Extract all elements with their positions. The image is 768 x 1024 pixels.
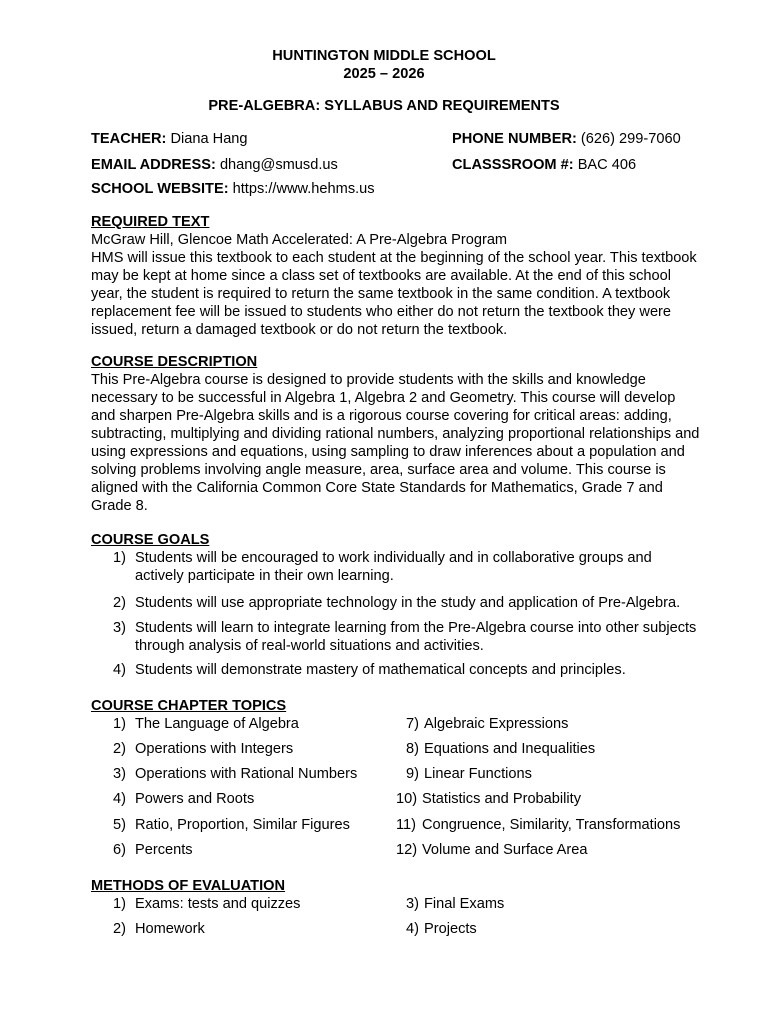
classroom-label: CLASSSROOM #: <box>452 157 574 173</box>
topic-text: The Language of Algebra <box>135 716 299 732</box>
topic-number: 8) <box>406 741 419 757</box>
topic-text: Powers and Roots <box>135 791 255 807</box>
evaluation-text: Homework <box>135 921 205 937</box>
evaluation-text: Projects <box>424 921 477 937</box>
topic-text: Ratio, Proportion, Similar Figures <box>135 817 350 833</box>
course-description-line: This Pre-Algebra course is designed to provide students with the skills and knowledge <box>91 372 646 388</box>
chapter-topics-heading: COURSE CHAPTER TOPICS <box>91 698 287 714</box>
required-text-body <box>91 231 731 339</box>
topic-number: 1) <box>113 716 126 732</box>
website-value: https://www.hehms.us <box>232 181 375 197</box>
classroom-value: BAC 406 <box>577 157 637 173</box>
topic-number: 6) <box>113 842 126 858</box>
course-goals-heading: COURSE GOALS <box>91 532 210 548</box>
classroom-row <box>452 156 636 174</box>
evaluation-number: 4) <box>406 921 419 937</box>
goal-line: through analysis of real-world situations and activities. <box>135 638 484 654</box>
topic-number: 2) <box>113 741 126 757</box>
course-description-line: Grade 8. <box>91 498 148 514</box>
course-description-line: solving problems involving angle measure, area, surface area and volume. This course is <box>91 462 666 478</box>
required-text-line: issued, return a damaged textbook or do not return the textbook. <box>91 322 508 338</box>
website-label: SCHOOL WEBSITE: <box>91 181 229 197</box>
document-title: PRE-ALGEBRA: SYLLABUS AND REQUIREMENTS <box>208 98 560 114</box>
goal-number: 3) <box>113 620 126 636</box>
topic-number: 9) <box>406 766 419 782</box>
goal-number: 4) <box>113 662 126 678</box>
course-description-line: aligned with the California Common Core State Standards for Mathematics, Grade 7 and <box>91 480 663 496</box>
topic-number: 11) <box>396 817 417 833</box>
topic-number: 5) <box>113 817 126 833</box>
phone-value: (626) 299-7060 <box>580 131 681 147</box>
topic-text: Linear Functions <box>424 766 532 782</box>
topic-number: 3) <box>113 766 126 782</box>
topic-number: 4) <box>113 791 126 807</box>
goal-line: Students will use appropriate technology in the study and application of Pre-Algebra. <box>135 595 681 611</box>
teacher-label: TEACHER: <box>91 131 167 147</box>
goal-number: 1) <box>113 550 126 566</box>
required-text-line: may be kept at home since a class set of textbooks are available. At the end of this school <box>91 268 672 284</box>
course-description-line: and sharpen Pre-Algebra skills and is a rigorous course covering for critical areas: adding, <box>91 408 672 424</box>
website-row <box>91 180 375 198</box>
goal-line: actively participate in their own learning. <box>135 568 394 584</box>
course-description-body <box>91 371 731 515</box>
email-value: dhang@smusd.us <box>219 157 338 173</box>
evaluation-number: 3) <box>406 896 419 912</box>
required-text-heading: REQUIRED TEXT <box>91 214 210 230</box>
goal-line: Students will learn to integrate learning from the Pre-Algebra course into other subjects <box>135 620 697 636</box>
goal-text <box>135 619 696 655</box>
phone-label: PHONE NUMBER: <box>452 131 577 147</box>
topic-text: Operations with Integers <box>135 741 294 757</box>
goal-text <box>135 594 680 612</box>
teacher-value: Diana Hang <box>170 131 248 147</box>
goal-text <box>135 549 652 585</box>
school-name: HUNTINGTON MIDDLE SCHOOL <box>272 48 496 64</box>
email-row <box>91 156 338 174</box>
goal-number: 2) <box>113 595 126 611</box>
evaluation-heading: METHODS OF EVALUATION <box>91 878 286 894</box>
topic-text: Operations with Rational Numbers <box>135 766 358 782</box>
course-description-line: subtracting, multiplying and dividing rational numbers, analyzing proportional relationships and <box>91 426 700 442</box>
topic-number: 7) <box>406 716 419 732</box>
school-year: 2025 – 2026 <box>343 66 425 82</box>
course-description-line: necessary to be successful in Algebra 1, Algebra 2 and Geometry. This course will develop <box>91 390 676 406</box>
topic-text: Equations and Inequalities <box>424 741 596 757</box>
teacher-row <box>91 130 248 148</box>
goal-text <box>135 661 626 679</box>
goal-line: Students will be encouraged to work individually and in collaborative groups and <box>135 550 652 566</box>
topic-number: 10) <box>396 791 418 807</box>
course-description-line: using expressions and equations, using sampling to draw inferences about a population and <box>91 444 685 460</box>
required-text-line: HMS will issue this textbook to each student at the beginning of the school year. This textbook <box>91 250 697 266</box>
evaluation-text: Final Exams <box>424 896 505 912</box>
course-description-heading: COURSE DESCRIPTION <box>91 354 258 370</box>
evaluation-text: Exams: tests and quizzes <box>135 896 301 912</box>
evaluation-number: 1) <box>113 896 126 912</box>
topic-text: Algebraic Expressions <box>424 716 569 732</box>
topic-text: Percents <box>135 842 193 858</box>
required-text-line: McGraw Hill, Glencoe Math Accelerated: A Pre-Algebra Program <box>91 232 508 248</box>
goal-line: Students will demonstrate mastery of mathematical concepts and principles. <box>135 662 626 678</box>
required-text-line: year, the student is required to return the same textbook in the same condition. A textbook <box>91 286 671 302</box>
topic-text: Congruence, Similarity, Transformations <box>422 817 681 833</box>
topic-number: 12) <box>396 842 418 858</box>
required-text-line: replacement fee will be issued to students who either do not return the textbook they were <box>91 304 672 320</box>
topic-text: Volume and Surface Area <box>422 842 588 858</box>
evaluation-number: 2) <box>113 921 126 937</box>
email-label: EMAIL ADDRESS: <box>91 157 216 173</box>
phone-row <box>452 130 681 148</box>
topic-text: Statistics and Probability <box>422 791 581 807</box>
